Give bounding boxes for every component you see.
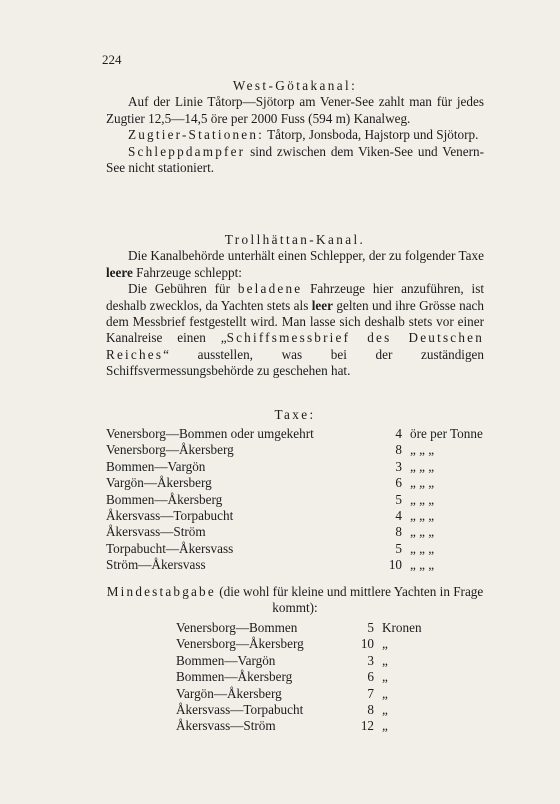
value-cell: 6 [367,669,374,685]
route-cell: Bommen—Vargön [106,458,206,474]
route-cell: Venersborg—Bommen oder umgekehrt [106,426,314,441]
table-row [106,508,494,524]
route-cell: Venersborg—Åkersberg [106,442,234,458]
value-cell: 4 [395,508,402,524]
page-number: 224 [102,52,122,67]
section-heading-west-gota: West-Götakanal: [232,78,358,93]
section-heading-trollhattan: Trollhättan-Kanal. [224,232,366,247]
unit-cell: „ „ „ [410,540,435,556]
route-cell: Åkersvass—Torpabucht [176,702,304,718]
table-row [176,653,442,669]
route-cell: Vargön—Åkersberg [106,475,212,491]
table-row [176,620,442,636]
unit-cell: öre per Tonne [410,426,483,441]
value-cell: 5 [395,540,402,556]
table-row [106,442,494,458]
mindestabgabe-intro: Mindestabgabe (die wohl für kleine und mittlere Yachten in Frage kommt): [106,584,484,616]
unit-cell: „ „ „ [410,442,435,458]
route-cell: Åkersvass—Torpabucht [106,508,234,524]
route-cell: Åkersvass—Ström [106,524,206,540]
value-cell: 3 [395,458,402,474]
route-cell: Bommen—Åkersberg [176,669,293,685]
unit-cell: „ „ „ [410,557,435,573]
route-cell: Venersborg—Åkersberg [176,636,304,652]
value-cell: 10 [360,636,374,652]
value-cell: 10 [388,557,402,573]
paragraph: Die Kanalbehörde unterhält einen Schlepper, der zu folgender Taxe leere Fahrzeuge schleppt: [106,248,484,280]
value-cell: 6 [395,475,402,491]
value-cell: 8 [395,442,402,458]
paragraph: Die Gebühren für beladene Fahrzeuge hier anzuführen, ist deshalb zwecklos, da Yachten stets als leer gelten und ihre Grösse nach dem Messbrief festgestellt wird. Man lasse sich deshalb stets vor einer Kanalreise einen „Schiffsmessbrief des Deutschen Reiches“ ausstellen, was bei der zuständigen Schiffsvermessungsbehörde zu geschehen hat. [106,281,485,379]
unit-cell: „ [382,636,388,652]
unit-cell: „ „ „ [410,524,435,540]
unit-cell: „ [382,652,388,668]
table-row [176,636,442,652]
table-row [106,557,494,573]
unit-cell: „ [382,702,388,718]
unit-cell: Kronen [382,620,422,635]
mindestabgabe-table [176,620,442,735]
trollhattan-section [106,232,484,380]
west-gota-section [106,78,484,176]
unit-cell: „ „ „ [410,458,435,474]
mindestabgabe-block [106,584,484,617]
taxe-heading: Taxe: [274,407,316,422]
value-cell: 8 [395,524,402,540]
unit-cell: „ „ „ [410,491,435,507]
value-cell: 5 [395,491,402,507]
route-cell: Åkersvass—Ström [176,718,276,734]
table-row [106,426,494,442]
route-cell: Vargön—Åkersberg [176,685,282,701]
paragraph: Schleppdampfer sind zwischen dem Viken-See und Venern-See nicht stationiert. [106,143,484,176]
table-row [106,541,494,557]
route-cell: Bommen—Vargön [176,652,276,668]
value-cell: 7 [367,685,374,701]
unit-cell: „ „ „ [410,508,435,524]
unit-cell: „ [382,685,388,701]
table-row [176,718,442,734]
table-row [176,669,442,685]
paragraph: Zugtier-Stationen: Tåtorp, Jonsboda, Hajstorp und Sjötorp. [128,127,479,143]
table-row [106,524,494,540]
value-cell: 5 [367,620,374,635]
table-row [176,686,442,702]
taxe-table [106,426,494,574]
table-row [106,492,494,508]
paragraph: Auf der Linie Tåtorp—Sjötorp am Vener-See zahlt man für jedes Zugtier 12,5—14,5 öre per 2000 Fuss (594 m) Kanalweg. [106,94,484,126]
table-row [106,459,494,475]
unit-cell: „ [382,718,388,734]
route-cell: Venersborg—Bommen [176,620,298,635]
table-row [106,475,494,491]
table-row [176,702,442,718]
value-cell: 3 [367,652,374,668]
route-cell: Bommen—Åkersberg [106,491,223,507]
route-cell: Torpabucht—Åkersvass [106,540,234,556]
route-cell: Ström—Åkersvass [106,557,206,573]
value-cell: 12 [360,718,374,734]
value-cell: 8 [367,702,374,718]
unit-cell: „ „ „ [410,475,435,491]
unit-cell: „ [382,669,388,685]
value-cell: 4 [395,426,402,441]
